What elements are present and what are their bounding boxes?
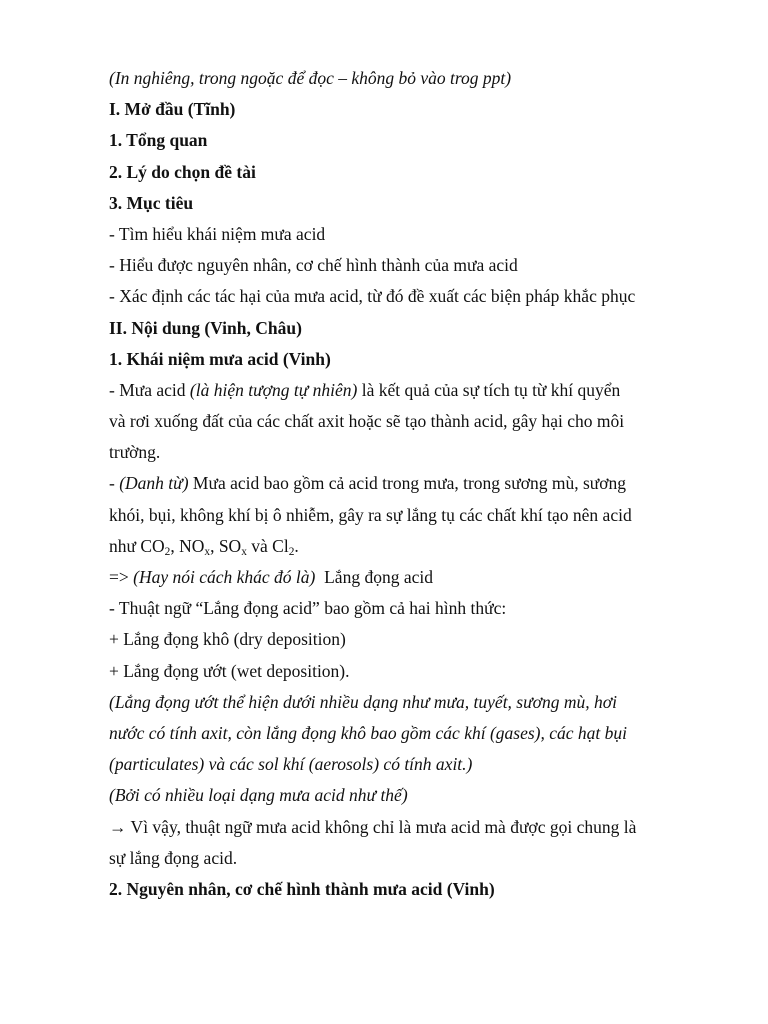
text-run: như CO: [109, 535, 165, 556]
section-1-heading: I. Mở đầu (Tĩnh): [109, 99, 236, 120]
italic-run: (Hay nói cách khác đó là): [133, 567, 316, 587]
text-run: và Cl: [246, 535, 289, 556]
chemical-formulas-line: [109, 531, 699, 562]
italic-run: (là hiện tượng tự nhiên): [189, 379, 358, 400]
section-2-heading: II. Nội dung (Vinh, Châu): [109, 317, 302, 338]
wet-deposition-item: + Lắng đọng ướt (wet deposition).: [109, 660, 350, 681]
definition-line: trường.: [109, 442, 161, 463]
objective-item: - Xác định các tác hại của mưa acid, từ đó đề xuất các biện pháp khắc phục: [109, 286, 636, 307]
text-run: Mưa acid bao gồm cả acid trong mưa, trong sương mù, sương: [188, 473, 627, 494]
subsection-1-heading: 1. Khái niệm mưa acid (Vinh): [109, 348, 331, 369]
heading-objectives: 3. Mục tiêu: [109, 192, 194, 213]
subsection-2-heading: 2. Nguyên nhân, cơ chế hình thành mưa acid (Vinh): [109, 878, 495, 899]
term-intro: - Thuật ngữ “Lắng đọng acid” bao gồm cả hai hình thức:: [109, 598, 507, 619]
conclusion-line: [109, 562, 699, 593]
italic-note-line: (Lắng đọng ướt thể hiện dưới nhiều dạng như mưa, tuyết, sương mù, hơi: [109, 691, 617, 712]
italic-note-line: nước có tính axit, còn lắng đọng khô bao gồm các khí (gases), các hạt bụi: [109, 722, 628, 743]
subscript: 2: [164, 545, 171, 558]
summary-line: sự lắng đọng acid.: [109, 847, 238, 868]
text-run: Lắng đọng acid: [315, 567, 433, 587]
dry-deposition-item: + Lắng đọng khô (dry deposition): [109, 629, 346, 650]
summary-line: → Vì vậy, thuật ngữ mưa acid không chỉ là mưa acid mà được gọi chung là: [109, 816, 637, 837]
text-run: , SO: [210, 535, 242, 556]
text-run: , NO: [170, 535, 205, 556]
arrow-text: =>: [109, 567, 134, 587]
noun-definition-line: [109, 468, 699, 499]
objective-item: - Tìm hiểu khái niệm mưa acid: [109, 223, 326, 244]
subscript: 2: [288, 545, 295, 558]
subscript: x: [241, 545, 247, 558]
text-run: là kết quả của sự tích tụ từ khí quyển: [357, 379, 621, 400]
heading-overview: 1. Tổng quan: [109, 130, 208, 151]
objective-item: - Hiểu được nguyên nhân, cơ chế hình thành của mưa acid: [109, 255, 518, 276]
noun-definition-line: khói, bụi, không khí bị ô nhiễm, gây ra sự lắng tụ các chất khí tạo nên acid: [109, 504, 632, 525]
italic-note-line: (Bởi có nhiều loại dạng mưa acid như thế): [109, 785, 408, 806]
document-body: [109, 63, 699, 905]
definition-line: và rơi xuống đất của các chất axit hoặc sẽ tạo thành acid, gây hại cho môi: [109, 411, 625, 432]
text-run: - Mưa acid: [109, 379, 190, 400]
text-run: -: [109, 473, 120, 494]
definition-line: [109, 375, 699, 406]
subscript: x: [204, 545, 211, 558]
italic-run: (Danh từ): [119, 473, 189, 494]
italic-note-line: (particulates) và các sol khí (aerosols) có tính axit.): [109, 754, 473, 775]
heading-reason: 2. Lý do chọn đề tài: [109, 161, 256, 182]
top-note: (In nghiêng, trong ngoặc để đọc – không bỏ vào trog ppt): [109, 68, 512, 88]
text-run: .: [294, 535, 299, 556]
